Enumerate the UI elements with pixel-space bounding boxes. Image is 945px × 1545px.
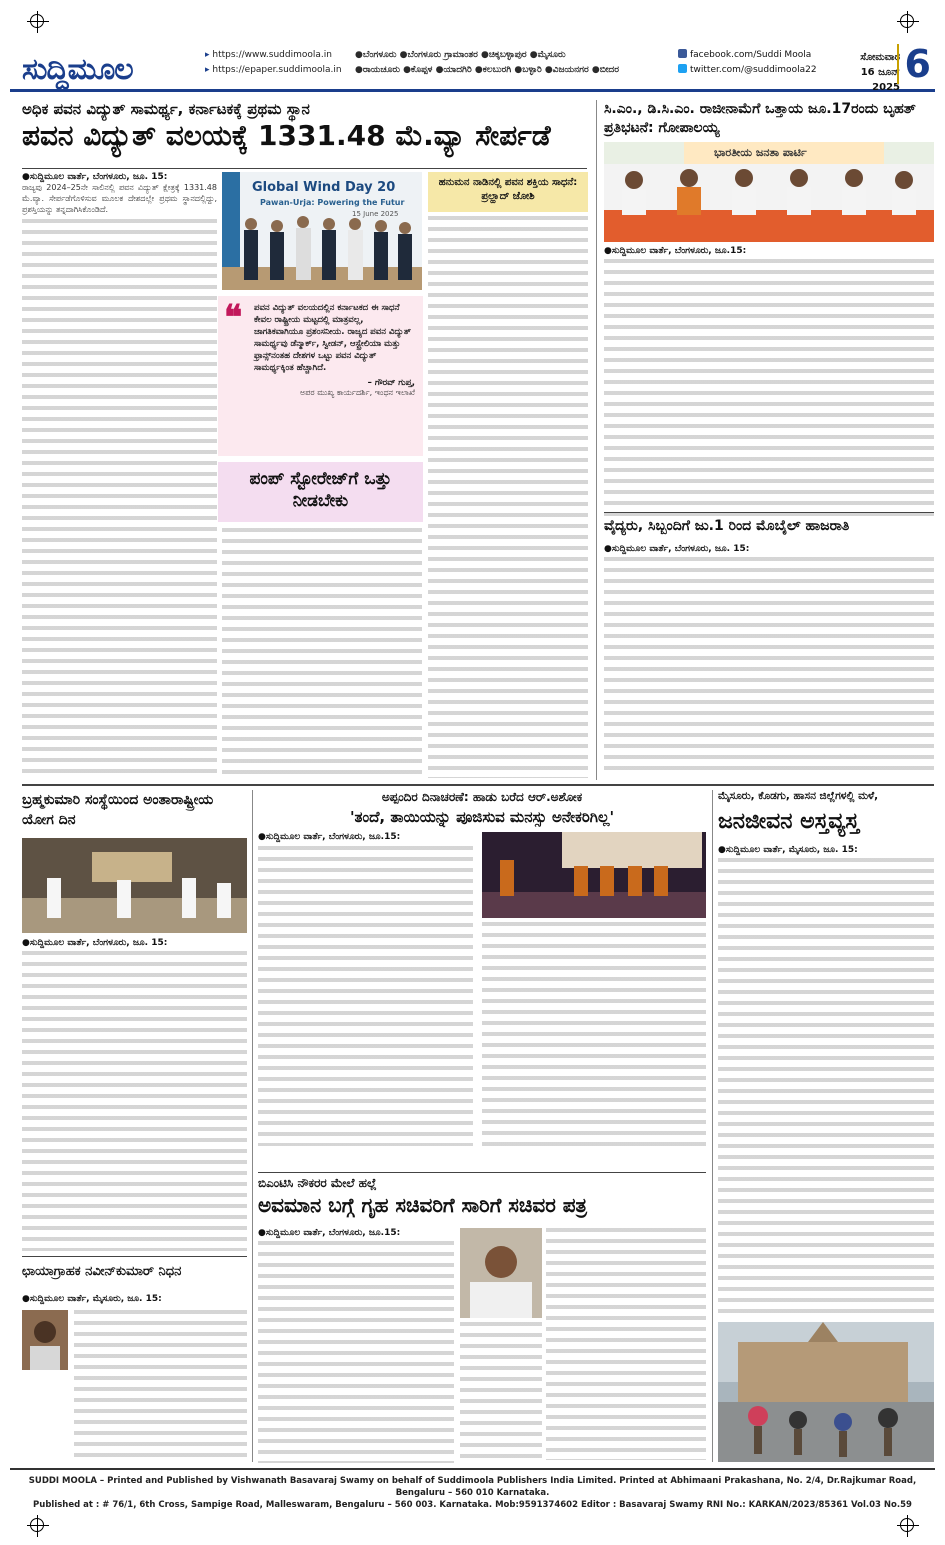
- appa-headline: 'ತಂದೆ, ತಾಯಿಯನ್ನು ಪೂಜಿಸುವ ಮನಸ್ಸು ಅನೇಕರಿಗಿಲ್ಲ': [349, 808, 615, 826]
- wind-article: [22, 100, 587, 154]
- mysore-rain-photo: [718, 1322, 934, 1462]
- joshi-sidebar: [428, 172, 588, 212]
- facebook-link[interactable]: facebook.com/Suddi Moola: [690, 50, 812, 60]
- quote-text: ಪವನ ವಿದ್ಯುತ್ ವಲಯದಲ್ಲಿನ ಕರ್ನಾಟಕದ ಈ ಸಾಧನೆ ಕೇವಲ ರಾಷ್ಟ್ರೀಯ ಮಟ್ಟದಲ್ಲಿ ಮಾತ್ರವಲ್ಲ, ಜಾಗತಿಕವಾಗಿಯೂ ಪ್ರಶಂಸನೀಯ. ರಾಜ್ಯದ ಪವನ ವಿದ್ಯುತ್ ಸಾಮರ್ಥ್ಯವು ಡೆನ್ಮಾರ್ಕ್, ಸ್ವೀಡನ್, ಆಸ್ಟ್ರೇಲಿಯಾ ಮತ್ತು ಫ್ರಾನ್ಸ್‌ನಂತಹ ದೇಶಗಳ ಒಟ್ಟು ಪವನ ವಿದ್ಯುತ್ ಸಾಮರ್ಥ್ಯಕ್ಕಿಂತ ಹೆಚ್ಚಾಗಿದೆ.: [254, 303, 411, 373]
- date-label: 16 ಜೂನ್ 2025: [860, 67, 900, 93]
- doctors-byline: ●ಸುದ್ದಿಮೂಲ ವಾರ್ತೆ, ಬೆಂಗಳೂರು, ಜೂ. 15:: [604, 544, 750, 554]
- newspaper-logo: ಸುದ್ದಿಮೂಲ: [22, 52, 133, 87]
- doctors-headline: ವೈದ್ಯರು, ಸಿಬ್ಬಂದಿಗೆ ಜು.1 ರಿಂದ ಮೊಬೈಲ್ ಹಾಜರಾತಿ: [604, 518, 850, 534]
- fathers-day-event-photo: [482, 832, 706, 918]
- cities-line: ●ರಾಯಚೂರು ●ಕೊಪ್ಪಳ ●ಯಾದಗಿರಿ ●ಕಲಬುರಗಿ ●ಬಳ್ಳಾರಿ ●ವಿಜಯನಗರ ●ಬೀದರ: [355, 65, 620, 75]
- joshi-headline: ಹನುಮನ ನಾಡಿನಲ್ಲಿ ಪವನ ಶಕ್ತಿಯ ಸಾಧನೆ: ಪ್ರಲ್ಹಾದ್ ಜೋಶಿ: [438, 177, 578, 202]
- people-figures: [222, 172, 422, 290]
- naveen-kumar-photo: [22, 1310, 68, 1370]
- photo-banner-sub: Pawan-Urja: Powering the Futur: [260, 198, 405, 207]
- yoga-figures: [22, 838, 247, 933]
- portrait-figure: [460, 1228, 542, 1318]
- cities-line: ●ಬೆಂಗಳೂರು ●ಬೆಂಗಳೂರು ಗ್ರಾಮಾಂತರ ●ಚಿಕ್ಕಬಳ್ಳಾಪುರ ●ಮೈಸೂರು: [355, 50, 566, 60]
- appa-byline: ●ಸುದ್ದಿಮೂಲ ವಾರ್ತೆ, ಬೆಂಗಳೂರು, ಜೂ.15:: [258, 832, 401, 842]
- rain-byline: ●ಸುದ್ದಿಮೂಲ ವಾರ್ತೆ, ಮೈಸೂರು, ಜೂ. 15:: [718, 845, 858, 855]
- imprint-line: Published at : # 76/1, 6th Cross, Sampige Road, Malleswaram, Bengaluru – 560 003. Karnataka. Mob:9591374602 Editor : Basavaraj Swamy RNI No.: KARKAN/2023/85361 Vol.03 No.59: [33, 1500, 912, 1510]
- photo-banner-date: 15 June 2025: [352, 210, 399, 218]
- website-link[interactable]: ▸ https://www.suddimoola.in: [205, 48, 342, 63]
- body-text: [22, 951, 247, 1251]
- bjp-press-photo: [604, 142, 934, 242]
- yoga-photo: [22, 838, 247, 933]
- bmtc-headline: ಅವಮಾನ ಬಗ್ಗೆ ಗೃಹ ಸಚಿವರಿಗೆ ಸಾರಿಗೆ ಸಚಿವರ ಪತ್ರ: [258, 1193, 587, 1217]
- wind-column-2: [222, 528, 422, 778]
- epaper-link[interactable]: ▸ https://epaper.suddimoola.in: [205, 63, 342, 78]
- body-text: [258, 1241, 454, 1463]
- masthead: [10, 40, 935, 92]
- wind-column-1: [22, 172, 217, 779]
- social-links: [678, 48, 817, 78]
- yoga-article: [22, 790, 247, 830]
- bjp-article: [604, 100, 934, 138]
- website-links: [205, 48, 342, 78]
- imprint-footer: [10, 1468, 935, 1510]
- quote-author-role: ಅಪರ ಮುಖ್ಯ ಕಾರ್ಯದರ್ಶಿ, ಇಂಧನ ಇಲಾಖೆ: [300, 388, 415, 397]
- wind-lead: ರಾಜ್ಯವು 2024–25ನೇ ಸಾಲಿನಲ್ಲಿ ಪವನ ವಿದ್ಯುತ್ ಕ್ಷೇತ್ರಕ್ಕೆ 1331.48 ಮೆ.ವ್ಯಾ. ಸೇರ್ಪಡೆಗೊಳಿಸುವ ಮೂಲಕ ದೇಶದಲ್ಲೇ ಪ್ರಥಮ ಸ್ಥಾನದಲ್ಲಿದ್ದು, ಪ್ರಶಸ್ತಿಯನ್ನು ತನ್ನದಾಗಿಸಿಕೊಂಡಿದೆ.: [22, 183, 217, 214]
- yoga-body: [22, 938, 247, 1251]
- wind-column-3: [428, 216, 588, 778]
- issue-date: [830, 50, 900, 95]
- ramalinga-reddy-photo: [460, 1228, 542, 1318]
- appa-column-1: [258, 846, 473, 1146]
- stage-figures: [482, 832, 706, 918]
- appa-kicker: ಅಪ್ಪಂದಿರ ದಿನಾಚರಣೆ: ಹಾಡು ಬರೆದ ಆರ್.ಅಶೋಕ: [381, 790, 583, 804]
- bmtc-kicker: ಬಿಎಂಟಿಸಿ ನೌಕರರ ಮೇಲೆ ಹಲ್ಲೆ: [258, 1176, 377, 1190]
- portrait-figure: [22, 1310, 68, 1370]
- pump-headline: ಪಂಪ್ ಸ್ಟೋರೇಜ್‌ಗೆ ಒತ್ತು ನೀಡಬೇಕು: [249, 469, 392, 511]
- yoga-byline: ●ಸುದ್ದಿಮೂಲ ವಾರ್ತೆ, ಬೆಂಗಳೂರು, ಜೂ. 15:: [22, 938, 168, 948]
- rain-headline: ಜನಜೀವನ ಅಸ್ತವ್ಯಸ್ತ: [718, 809, 859, 834]
- crop-mark: [30, 1518, 44, 1532]
- obit-headline: ಛಾಯಾಗ್ರಾಹಕ ನವೀನ್‌ಕುಮಾರ್ ನಿಧನ: [22, 1264, 182, 1279]
- yoga-headline: ಬ್ರಹ್ಮಕುಮಾರಿ ಸಂಸ್ಥೆಯಿಂದ ಅಂತಾರಾಷ್ಟ್ರೀಯ ಯೋಗ ದಿನ: [22, 792, 214, 828]
- body-text: [718, 858, 934, 1318]
- twitter-link[interactable]: twitter.com/@suddimoola22: [690, 65, 817, 75]
- obituary-article: [22, 1262, 247, 1304]
- imprint-line: SUDDI MOOLA – Printed and Published by Vishwanath Basavaraj Swamy on behalf of Suddimoola Publishers India Limited. Printed at Abhimaani Prakashana, No. 2/4, Dr.Rajkumar Road, Bengaluru – 560 010 Karnataka.: [28, 1476, 917, 1498]
- photo-banner-title: Global Wind Day 20: [252, 180, 396, 195]
- bjp-body: [604, 246, 934, 517]
- bjp-headline: ಸಿ.ಎಂ., ಡಿ.ಸಿ.ಎಂ. ರಾಜೀನಾಮೆಗೆ ಒತ್ತಾಯ ಜೂ.17ರಂದು ಬೃಹತ್ ಪ್ರತಿಭಟನೆ: ಗೋಪಾಲಯ್ಯ: [604, 101, 916, 136]
- edition-cities: [355, 48, 619, 78]
- rain-article: [718, 790, 934, 1318]
- body-text: [604, 259, 934, 517]
- bjp-banner-text: ಭಾರತೀಯ ಜನತಾ ಪಾರ್ಟಿ: [714, 146, 807, 159]
- day-label: ಸೋಮವಾರ: [860, 52, 900, 63]
- global-wind-day-photo: [222, 172, 422, 290]
- palace-rain-scene: [718, 1322, 934, 1462]
- bjp-byline: ●ಸುದ್ದಿಮೂಲ ವಾರ್ತೆ, ಬೆಂಗಳೂರು, ಜೂ.15:: [604, 246, 747, 256]
- obit-body: [74, 1310, 247, 1460]
- crop-mark: [900, 14, 914, 28]
- rain-kicker: ಮೈಸೂರು, ಕೊಡಗು, ಹಾಸನ ಜಿಲ್ಲೆಗಳಲ್ಲಿ ಮಳೆ,: [718, 790, 879, 802]
- bmtc-body: [258, 1228, 454, 1463]
- twitter-icon: [678, 64, 687, 73]
- doctors-article: [604, 516, 934, 775]
- quote-icon: ❝: [224, 298, 243, 338]
- wind-byline: ●ಸುದ್ದಿಮೂಲ ವಾರ್ತೆ, ಬೆಂಗಳೂರು, ಜೂ. 15:: [22, 172, 168, 182]
- bmtc-column-2b: [460, 1322, 542, 1460]
- page-number: 6: [897, 44, 931, 84]
- pump-storage-box: [218, 462, 423, 522]
- quote-author: – ಗೌರವ್ ಗುಪ್ತ,: [367, 378, 415, 388]
- crop-mark: [900, 1518, 914, 1532]
- quote-box: [218, 296, 423, 456]
- bmtc-column-2: [546, 1228, 706, 1460]
- body-text: [22, 219, 217, 779]
- appa-column-2: [482, 922, 706, 1146]
- wind-kicker: ಅಧಿಕ ಪವನ ವಿದ್ಯುತ್ ಸಾಮರ್ಥ್ಯ, ಕರ್ನಾಟಕಕ್ಕೆ ಪ್ರಥಮ ಸ್ಥಾನ: [22, 100, 310, 118]
- bmtc-byline: ●ಸುದ್ದಿಮೂಲ ವಾರ್ತೆ, ಬೆಂಗಳೂರು, ಜೂ.15:: [258, 1228, 401, 1238]
- wind-headline: ಪವನ ವಿದ್ಯುತ್ ವಲಯಕ್ಕೆ 1331.48 ಮೆ.ವ್ಯಾ ಸೇರ್ಪಡೆ: [22, 119, 551, 152]
- crop-mark: [30, 14, 44, 28]
- bmtc-article: [258, 1176, 706, 1219]
- obit-byline: ●ಸುದ್ದಿಮೂಲ ವಾರ್ತೆ, ಮೈಸೂರು, ಜೂ. 15:: [22, 1294, 162, 1304]
- body-text: [604, 557, 934, 775]
- facebook-icon: [678, 49, 687, 58]
